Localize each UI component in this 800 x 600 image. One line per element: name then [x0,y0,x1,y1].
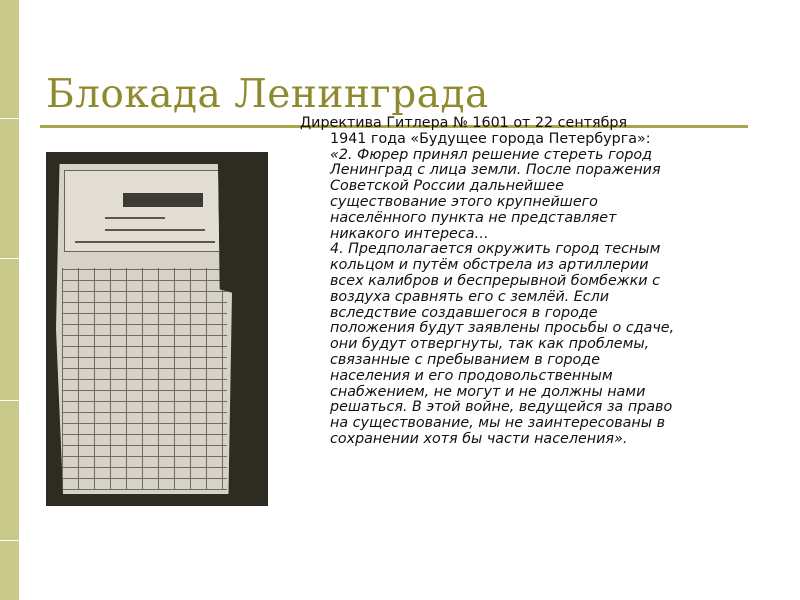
ration-card-coupon-grid [62,268,227,490]
quote-line: никакого интереса… [330,225,489,242]
quote-line: населённого пункта не представляет [330,209,617,226]
quote-line: Советской России дальнейшее [330,178,564,195]
slide-title: Блокада Ленинграда [46,72,489,117]
quote-line: сохранении хотя бы части населения». [330,430,628,447]
quote-line: кольцом и путём обстрела из артиллерии [330,257,649,274]
ration-card-title-mark [123,193,203,207]
directive-quote [300,148,765,448]
left-decorative-bar [0,0,19,600]
ration-card-photo [46,152,268,506]
quote-line: вследствие создавшегося в городе [330,304,598,321]
quote-line: существование этого крупнейшего [330,193,598,210]
heading-line: 1941 года «Будущее города Петербурга»: [330,130,651,147]
quote-line: 4. Предполагается окружить город тесным [330,241,661,258]
directive-heading [300,116,765,148]
ration-card [56,164,232,494]
quote-line: решаться. В этой войне, ведущейся за право [330,399,673,416]
quote-line: населения и его продовольственным [330,367,613,384]
quote-line: на существование, мы не заинтересованы в [330,415,666,432]
quote-line: они будут отвергнуты, так как проблемы, [330,336,650,353]
ration-card-header [64,170,231,252]
slide-body-text [300,116,765,448]
quote-line: положения будут заявлены просьбы о сдаче, [330,320,675,337]
quote-line: снабжением, не могут и не должны нами [330,383,646,400]
quote-line: воздуха сравнять его с землёй. Если [330,288,610,305]
heading-line: Директива Гитлера № 1601 от 22 сентября [300,115,628,131]
quote-line: Ленинград с лица земли. После поражения [330,162,661,179]
quote-line: всех калибров и беспрерывной бомбежки с [330,272,660,289]
quote-line: «2. Фюрер принял решение стереть город [330,146,653,163]
quote-line: связанные с пребыванием в городе [330,351,600,368]
